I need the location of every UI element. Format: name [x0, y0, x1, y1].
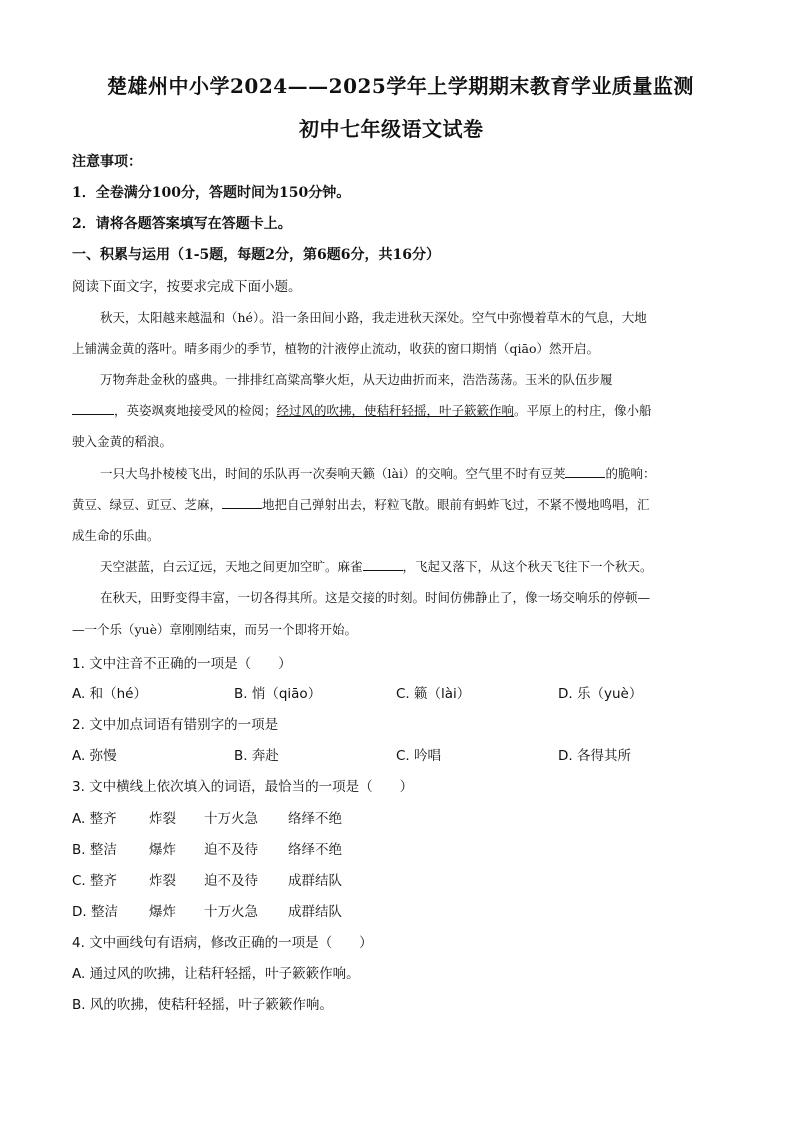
option-word: A. 整齐 — [72, 811, 117, 827]
section-heading: 一、积累与运用（1-5题，每题2分，第6题6分，共16分） — [72, 247, 440, 263]
option-word: 迫不及待 — [204, 842, 258, 858]
question-4-option-b[interactable]: B. 风的吹拂，使秸秆轻摇，叶子簌簌作响。 — [72, 997, 333, 1013]
passage-p5-line1: 在秋天，田野变得丰富，一切各得其所。这是交接的时刻。时间仿佛静止了，像一场交响乐的停顿— — [100, 590, 651, 605]
page-subtitle: 初中七年级语文试卷 — [299, 117, 484, 141]
option-word: 络绎不绝 — [288, 842, 342, 858]
option-word: D. 整洁 — [72, 904, 118, 920]
option-word: 十万火急 — [204, 904, 258, 920]
option-word: 成群结队 — [288, 904, 342, 920]
notice-heading: 注意事项： — [72, 154, 142, 170]
underlined-sentence: 经过风的吹拂，使秸秆轻摇，叶子簌簌作响 — [276, 403, 515, 418]
question-2-option-c[interactable]: C. 吟唱 — [396, 748, 442, 764]
option-word: 炸裂 — [149, 811, 176, 827]
question-1-option-d[interactable]: D. 乐（yuè） — [558, 686, 643, 702]
option-word: 爆炸 — [149, 842, 176, 858]
option-word: B. 整洁 — [72, 842, 117, 858]
question-2-stem: 2. 文中加点词语有错别字的一项是 — [72, 717, 279, 733]
fill-blank — [565, 465, 605, 478]
question-1-option-a[interactable]: A. 和（hé） — [72, 686, 147, 702]
option-word: 成群结队 — [288, 873, 342, 889]
option-word: 络绎不绝 — [288, 811, 342, 827]
option-word: C. 整齐 — [72, 873, 118, 889]
question-2-option-a[interactable]: A. 弥慢 — [72, 748, 117, 764]
question-1-option-c[interactable]: C. 籁（lài） — [396, 686, 471, 702]
notice-item-2: 2．请将各题答案填写在答题卡上。 — [72, 216, 292, 232]
question-2-option-b[interactable]: B. 奔赴 — [234, 748, 279, 764]
question-1-option-b[interactable]: B. 悄（qiāo） — [234, 686, 322, 702]
page-title: 楚雄州中小学2024——2025学年上学期期末教育学业质量监测 — [107, 74, 694, 98]
passage-p3-line1: 一只大鸟扑棱棱飞出，时间的乐队再一次奏响天籁（lài）的交响。空气里不时有豆荚 的脆响： — [100, 466, 656, 481]
passage-p4-line1: 天空湛蓝，白云辽远，天地之间更加空旷。麻雀 ，飞起又落下，从这个秋天飞往下一个秋天。 — [100, 559, 653, 574]
option-word: 十万火急 — [204, 811, 258, 827]
passage-p1-line1: 秋天，太阳越来越温和（hé）。沿一条田间小路，我走进秋天深处。空气中弥慢着草木的气息，大地 — [100, 310, 647, 325]
notice-item-1: 1．全卷满分100分，答题时间为150分钟。 — [72, 185, 351, 201]
passage-p2-line1: 万物奔赴金秋的盛典。一排排红高粱高擎火炬，从天边曲折而来，浩浩荡荡。玉米的队伍步履 — [100, 372, 613, 387]
question-2-option-d[interactable]: D. 各得其所 — [558, 748, 631, 764]
question-3-stem: 3. 文中横线上依次填入的词语，最恰当的一项是（ ） — [72, 779, 414, 795]
question-1-stem: 1. 文中注音不正确的一项是（ ） — [72, 656, 292, 672]
fill-blank — [363, 558, 403, 571]
passage-p5-line2: —一个乐（yuè）章刚刚结束，而另一个即将开始。 — [72, 622, 358, 637]
question-4-option-a[interactable]: A. 通过风的吹拂，让秸秆轻摇，叶子簌簌作响。 — [72, 966, 360, 982]
instruction-text: 阅读下面文字，按要求完成下面小题。 — [72, 279, 302, 295]
option-word: 迫不及待 — [204, 873, 258, 889]
option-word: 炸裂 — [149, 873, 176, 889]
passage-p1-line2: 上铺满金黄的落叶。晴多雨少的季节，植物的汁液停止流动，收获的窗口期悄（qiāo）然开启。 — [72, 341, 599, 356]
fill-blank — [222, 496, 262, 509]
fill-blank — [72, 402, 114, 415]
passage-p2-line2: ，英姿飒爽地接受风的检阅；经过风的吹拂，使秸秆轻摇，叶子簌簌作响。平原上的村庄，像小船 — [72, 401, 652, 419]
passage-p2-line3: 驶入金黄的稻浪。 — [72, 434, 173, 449]
passage-p3-line2: 黄豆、绿豆、豇豆、芝麻， 地把自己弹射出去，籽粒飞散。眼前有蚂蚱飞过，不紧不慢地鸣唱，汇 — [72, 497, 650, 512]
option-word: 爆炸 — [149, 904, 176, 920]
question-4-stem: 4. 文中画线句有语病，修改正确的一项是（ ） — [72, 935, 373, 951]
passage-p3-line3: 成生命的乐曲。 — [72, 528, 160, 543]
